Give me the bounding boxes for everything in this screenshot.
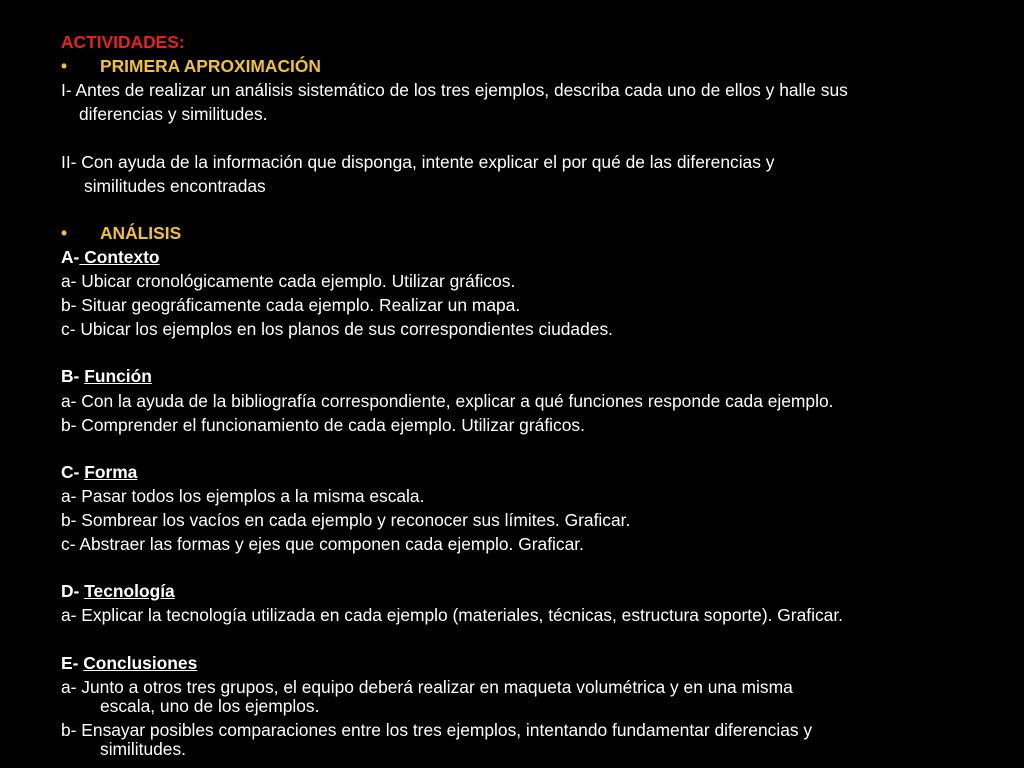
contexto-item-b: b- Situar geográficamente cada ejemplo. Realizar un mapa. <box>61 295 521 315</box>
section-conclusiones-heading <box>61 653 197 673</box>
section-forma-heading <box>61 462 137 482</box>
analisis-heading <box>61 223 181 243</box>
primera-item-1-line-2: diferencias y similitudes. <box>79 104 268 124</box>
analisis-label: ANÁLISIS <box>100 223 182 243</box>
activities-heading: ACTIVIDADES: <box>61 32 185 52</box>
bullet-icon: • <box>61 223 68 243</box>
primera-label: PRIMERA APROXIMACIÓN <box>100 56 321 76</box>
conclusiones-item-b-line-2: similitudes. <box>100 739 187 759</box>
conclusiones-item-a-line-2: escala, uno de los ejemplos. <box>100 696 320 716</box>
conclusiones-item-b-line-1: b- Ensayar posibles comparaciones entre los tres ejemplos, intentando fundamentar diferencias y <box>61 720 813 740</box>
section-prefix: B- <box>61 366 80 386</box>
section-prefix: A- <box>61 247 80 267</box>
section-prefix: D- <box>61 581 80 601</box>
section-tecnologia-heading <box>61 581 175 601</box>
section-title: Contexto <box>79 247 160 267</box>
primera-heading <box>61 56 321 76</box>
primera-item-2-line-2: similitudes encontradas <box>84 176 266 196</box>
contexto-item-c: c- Ubicar los ejemplos en los planos de sus correspondientes ciudades. <box>61 319 613 339</box>
section-title: Tecnología <box>84 581 175 601</box>
section-contexto-heading <box>61 247 160 267</box>
forma-item-c: c- Abstraer las formas y ejes que componen cada ejemplo. Graficar. <box>61 534 584 554</box>
forma-item-a: a- Pasar todos los ejemplos a la misma escala. <box>61 486 425 506</box>
primera-item-2-line-1: II- Con ayuda de la información que disponga, intente explicar el por qué de las diferencias y <box>61 152 775 172</box>
funcion-item-b: b- Comprender el funcionamiento de cada ejemplo. Utilizar gráficos. <box>61 415 585 435</box>
section-title: Función <box>84 366 152 386</box>
conclusiones-item-a-line-1: a- Junto a otros tres grupos, el equipo deberá realizar en maqueta volumétrica y en una misma <box>61 677 793 697</box>
bullet-icon: • <box>61 56 68 76</box>
funcion-item-a: a- Con la ayuda de la bibliografía correspondiente, explicar a qué funciones responde cada ejemplo. <box>61 391 834 411</box>
section-prefix: C- <box>61 462 80 482</box>
contexto-item-a: a- Ubicar cronológicamente cada ejemplo. Utilizar gráficos. <box>61 271 516 291</box>
section-prefix: E- <box>61 653 79 673</box>
section-title: Forma <box>84 462 138 482</box>
section-title: Conclusiones <box>83 653 198 673</box>
section-funcion-heading <box>61 366 152 386</box>
tecnologia-item-a: a- Explicar la tecnología utilizada en cada ejemplo (materiales, técnicas, estructura soporte). Graficar. <box>61 605 843 625</box>
forma-item-b: b- Sombrear los vacíos en cada ejemplo y reconocer sus límites. Graficar. <box>61 510 631 530</box>
primera-item-1-line-1: I- Antes de realizar un análisis sistemático de los tres ejemplos, describa cada uno de ellos y halle sus <box>61 80 848 100</box>
